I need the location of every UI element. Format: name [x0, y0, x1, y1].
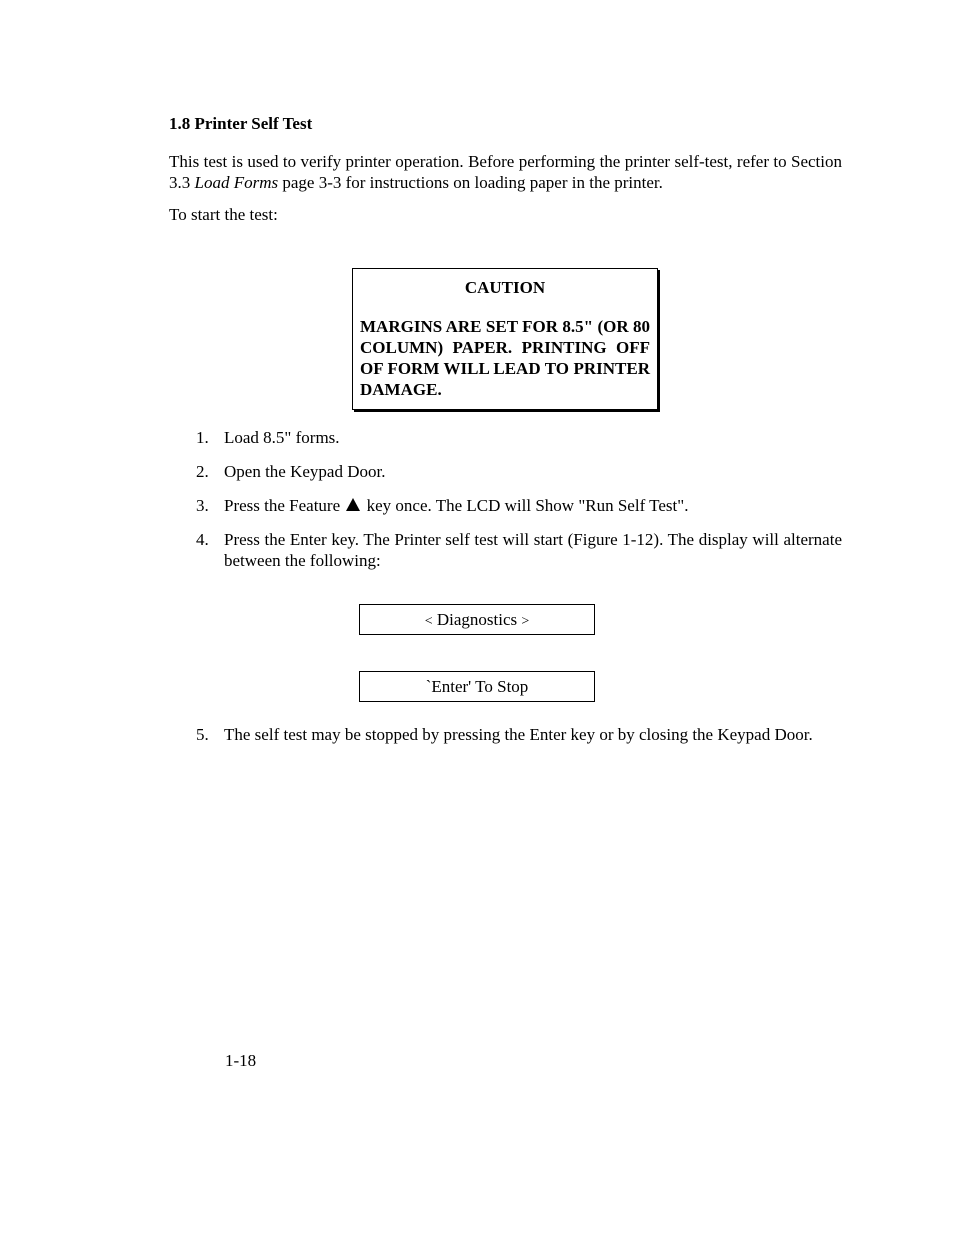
step-text — [224, 495, 842, 516]
section-heading: 1.8 Printer Self Test — [169, 114, 313, 133]
intro-italic-reference: Load Forms — [194, 173, 279, 192]
step-number: 1. — [196, 428, 209, 447]
step-text: The self test may be stopped by pressing the Enter key or by closing the Keypad Door. — [224, 725, 813, 744]
step-item — [196, 724, 842, 745]
intro-text-before: This test is used to verify printer operation. Before performing the printer self-test, refer to Section 3.3 — [169, 152, 842, 192]
intro-text-after: page 3-3 for instructions on loading paper in the printer. — [278, 173, 663, 192]
step-text-after: key once. The LCD will Show "Run Self Test". — [362, 496, 689, 515]
lcd-text: Diagnostics — [432, 610, 522, 629]
page-number: 1-18 — [225, 1051, 257, 1070]
step-text: Open the Keypad Door. — [224, 462, 386, 481]
step-text: Press the Enter key. The Printer self test will start (Figure 1-12). The display will alternate between the following: — [224, 530, 842, 570]
caution-box — [352, 268, 658, 410]
step-item — [196, 461, 842, 482]
step-number: 5. — [196, 725, 209, 744]
caution-body: MARGINS ARE SET FOR 8.5" (OR 80 COLUMN) PAPER. PRINTING OFF OF FORM WILL LEAD TO PRINTER DAMAGE. — [360, 317, 650, 399]
step-text: Load 8.5" forms. — [224, 428, 340, 447]
caution-title: CAUTION — [464, 278, 546, 297]
step-item — [196, 427, 842, 448]
up-triangle-icon — [346, 498, 360, 511]
intro-paragraph — [169, 151, 842, 193]
start-paragraph: To start the test: — [169, 205, 278, 224]
step-item — [196, 495, 842, 516]
lcd-display-diagnostics — [359, 604, 595, 635]
lcd-right-bracket: > — [521, 614, 530, 629]
lcd-display-enter-to-stop: `Enter' To Stop — [359, 671, 595, 702]
step-number: 4. — [196, 530, 209, 549]
lcd-left-bracket: < — [424, 614, 433, 629]
step-text-before: Press the Feature — [224, 496, 345, 515]
step-item — [196, 529, 842, 571]
step-number: 3. — [196, 496, 209, 515]
step-number: 2. — [196, 462, 209, 481]
